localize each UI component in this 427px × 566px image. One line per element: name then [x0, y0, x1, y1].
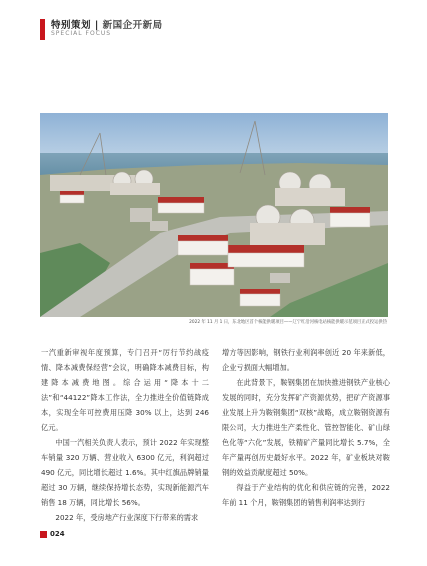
header-title: [51, 17, 163, 31]
paragraph: 得益于产业结构的优化和供应链的完善，2022 年前 11 个月，鞍钢集团的销售利润率达到行: [222, 483, 390, 507]
paragraph: 在此背景下，鞍钢集团在加快推进钢铁产业核心发展的同时，充分发挥矿产资源优势，把矿产资源事业发展上升为鞍钢集团“双核”战略，成立鞍钢资源有限公司，大力推进生产柔性化、管控智能化、矿山绿色化等“六化”发展，铁精矿产量同比增长 5.7%，全年产量再创历史最好水平。2022 年，矿业板块对鞍钢的效益贡献度超过 50%。: [222, 378, 390, 477]
right-column: [222, 345, 390, 510]
section-subtitle: 新国企开新局: [102, 20, 163, 31]
section-name: 特别策划: [51, 20, 92, 31]
nuclear-plant-photo: [40, 113, 388, 317]
paragraph: 中国一汽相关负责人表示，预计 2022 年实现整车销量 320 万辆、营业收入 6300 亿元，利润超过 490 亿元，同比增长超过 1.6%。其中红旗品牌销量超过 30 万辆，继续保持增长态势，实现新能源汽车销售 18 万辆，同比增长 56%。: [41, 438, 209, 507]
photo-caption: 2022 年 11 月 1 日，东北地区首个核能供暖项目——辽宁红沿河核电站核能供暖示范项目正式投运供热: [189, 320, 387, 325]
page-number: 024: [50, 530, 65, 538]
paragraph: 2022 年，受房地产行业深度下行带来的需求: [55, 513, 199, 522]
header-separator: |: [94, 20, 99, 31]
paragraph: 增方等因影响，钢铁行业利润率创近 20 年来新低，企业亏损面大幅增加。: [222, 348, 390, 372]
left-column: [41, 345, 209, 525]
paragraph: 一汽重新审视年度预算，专门召开“厉行节约战疫情、降本减费保经营”会议，明确降本减费目标，构建降本减费地图。综合运用“降本十二法”和“44122”降本工作法，全力推进全价值链降成本，实现全年可控费用压降 30% 以上，达到 246 亿元。: [41, 348, 209, 432]
section-english: SPECIAL FOCUS: [51, 30, 112, 37]
footer-square-icon: [40, 531, 47, 538]
header-accent-bar: [40, 19, 45, 40]
